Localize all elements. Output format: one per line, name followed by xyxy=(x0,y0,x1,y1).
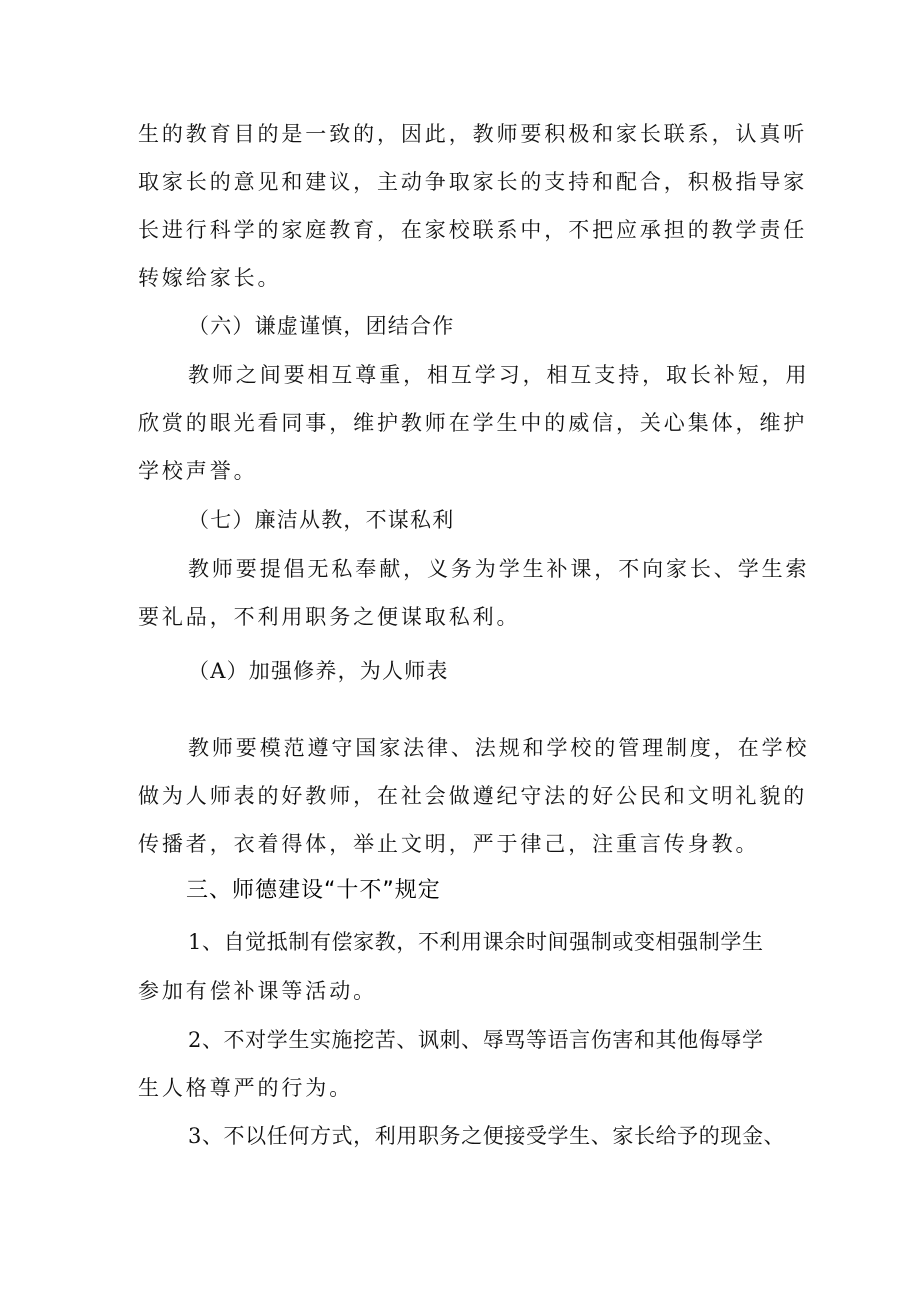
rule-line: 生人格尊严的行为。 xyxy=(138,1076,354,1100)
rule-line: 2、不对学生实施挖苦、讽刺、辱骂等语言伤害和其他侮辱学 xyxy=(188,1028,764,1052)
paragraph-line: 转嫁给家长。 xyxy=(138,266,282,290)
paragraph-line: 长进行科学的家庭教育，在家校联系中，不把应承担的教学责任 xyxy=(138,218,808,242)
paragraph-line: 教师之间要相互尊重，相互学习，相互支持，取长补短，用 xyxy=(188,363,810,387)
paragraph-line: 取家长的意见和建议，主动争取家长的支持和配合，积极指导家 xyxy=(138,170,808,194)
section-title-7: （七）廉洁从教，不谋私利 xyxy=(188,508,455,532)
paragraph-line: 教师要模范遵守国家法律、法规和学校的管理制度，在学校 xyxy=(188,736,810,760)
section-title-6: （六）谦虚谨慎，团结合作 xyxy=(188,314,455,338)
paragraph-line: 做为人师表的好教师，在社会做遵纪守法的好公民和文明礼貌的 xyxy=(138,784,808,808)
paragraph-line: 欣赏的眼光看同事，维护教师在学生中的威信，关心集体，维护 xyxy=(138,411,808,435)
rule-line: 参加有偿补课等活动。 xyxy=(138,979,377,1003)
paragraph-line: 要礼品，不利用职务之便谋取私利。 xyxy=(138,605,521,629)
paragraph-line: 传播者，衣着得体，举止文明，严于律己，注重言传身教。 xyxy=(138,832,760,856)
paragraph-line: 教师要提倡无私奉献，义务为学生补课，不向家长、学生索 xyxy=(188,557,810,581)
section-title-8: （A）加强修养，为人师表 xyxy=(188,659,449,683)
rule-line: 1、自觉抵制有偿家教，不利用课余时间强制或变相强制学生 xyxy=(188,930,764,954)
section-heading: 三、师德建设“十不”规定 xyxy=(186,878,441,903)
paragraph-line: 生的教育目的是一致的，因此，教师要积极和家长联系，认真听 xyxy=(138,122,808,146)
paragraph-line: 学校声誉。 xyxy=(138,459,258,483)
rule-line: 3、不以任何方式，利用职务之便接受学生、家长给予的现金、 xyxy=(188,1124,786,1148)
